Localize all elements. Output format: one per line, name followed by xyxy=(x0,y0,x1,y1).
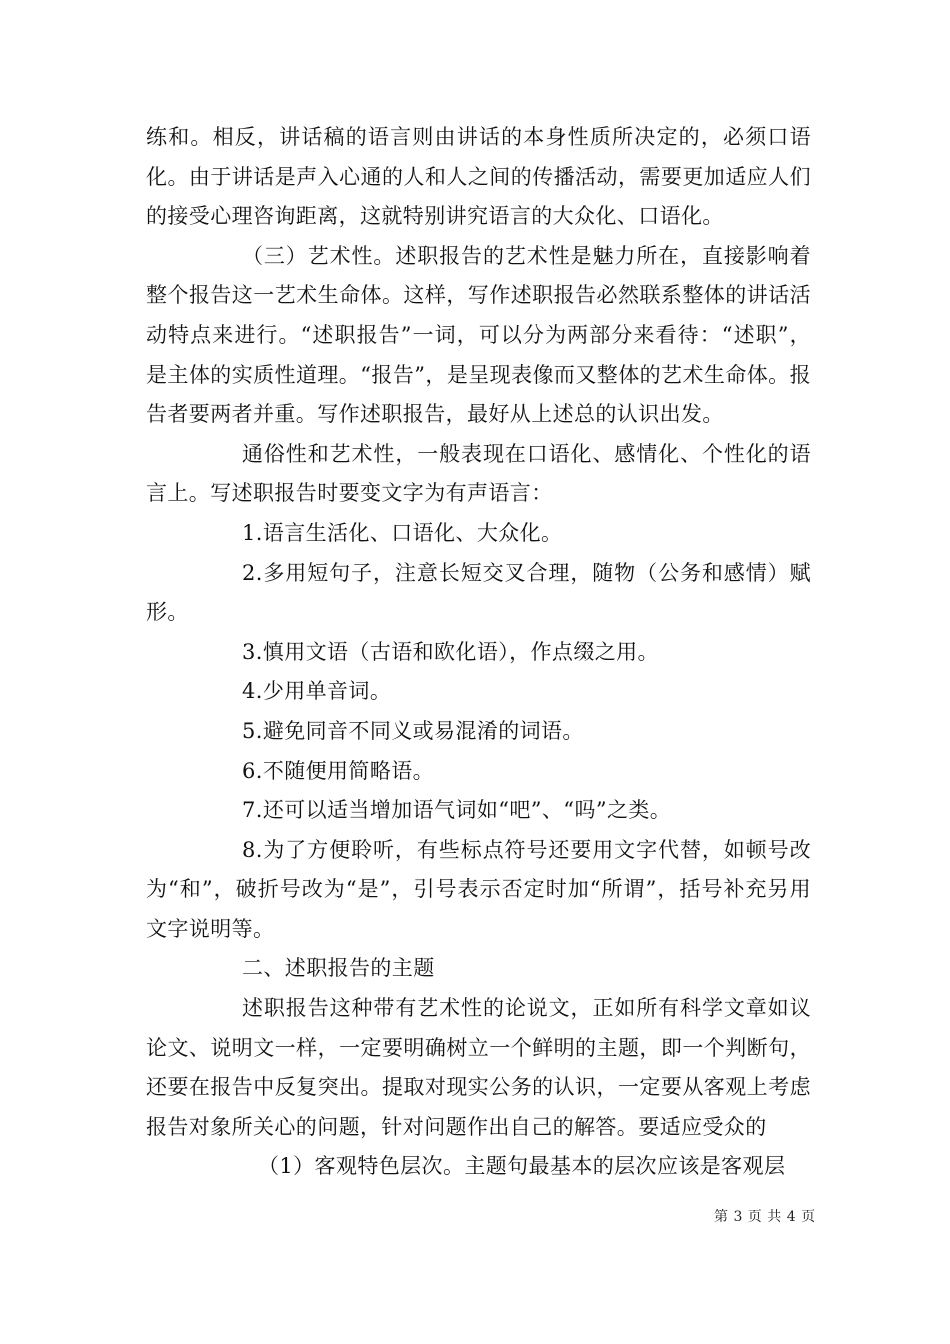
section-heading: 二、述职报告的主题 xyxy=(242,956,435,981)
list-item: 4.少用单音词。 xyxy=(242,679,392,704)
paragraph-theme: 述职报告这种带有艺术性的论说文，正如所有科学文章如议论文、说明文一样，一定要明确树立一个鲜明的主题，即一个判断句，还要在报告中反复突出。提取对现实公务的认识，一定要从客观上考虑报告对象所关心的问题，针对问题作出自己的解答。要适应受众的 xyxy=(146,996,811,1139)
list-item: 1.语言生活化、口语化、大众化。 xyxy=(242,520,563,545)
page-number: 第 3 页 共 4 页 xyxy=(714,1209,816,1225)
paragraph-popularity: 通俗性和艺术性，一般表现在口语化、感情化、个性化的语言上。写述职报告时要变文字为有声语言： xyxy=(146,441,811,506)
paragraph-objective-level: （1）客观特色层次。主题句最基本的层次应该是客观层 xyxy=(258,1154,786,1179)
list-item: 3.慎用文语（古语和欧化语），作点缀之用。 xyxy=(242,639,659,664)
list-item: 7.还可以适当增加语气词如“吧”、“吗”之类。 xyxy=(242,798,672,823)
paragraph-artistry: （三）艺术性。述职报告的艺术性是魅力所在，直接影响着整个报告这一艺术生命体。这样，写作述职报告必然联系整体的讲话活动特点来进行。“述职报告”一词，可以分为两部分来看待：“述职”，是主体的实质性道理。“报告”，是呈现表像而又整体的艺术生命体。报告者要两者并重。写作述职报告，最好从上述总的认识出发。 xyxy=(146,243,811,427)
list-item: 2.多用短句子，注意长短交叉合理，随物（公务和感情）赋形。 xyxy=(146,560,811,625)
list-item: 8.为了方便聆听，有些标点符号还要用文字代替，如顿号改为“和”，破折号改为“是”，引号表示否定时加“所谓”，括号补充另用文字说明等。 xyxy=(146,837,811,941)
document-body xyxy=(146,118,811,1187)
list-item: 6.不随便用简略语。 xyxy=(242,758,435,783)
paragraph-speech-language: 练和。相反，讲话稿的语言则由讲话的本身性质所决定的，必须口语化。由于讲话是声入心通的人和人之间的传播活动，需要更加适应人们的接受心理咨询距离，这就特别讲究语言的大众化、口语化。 xyxy=(146,125,811,229)
list-item: 5.避免同音不同义或易混淆的词语。 xyxy=(242,718,584,743)
